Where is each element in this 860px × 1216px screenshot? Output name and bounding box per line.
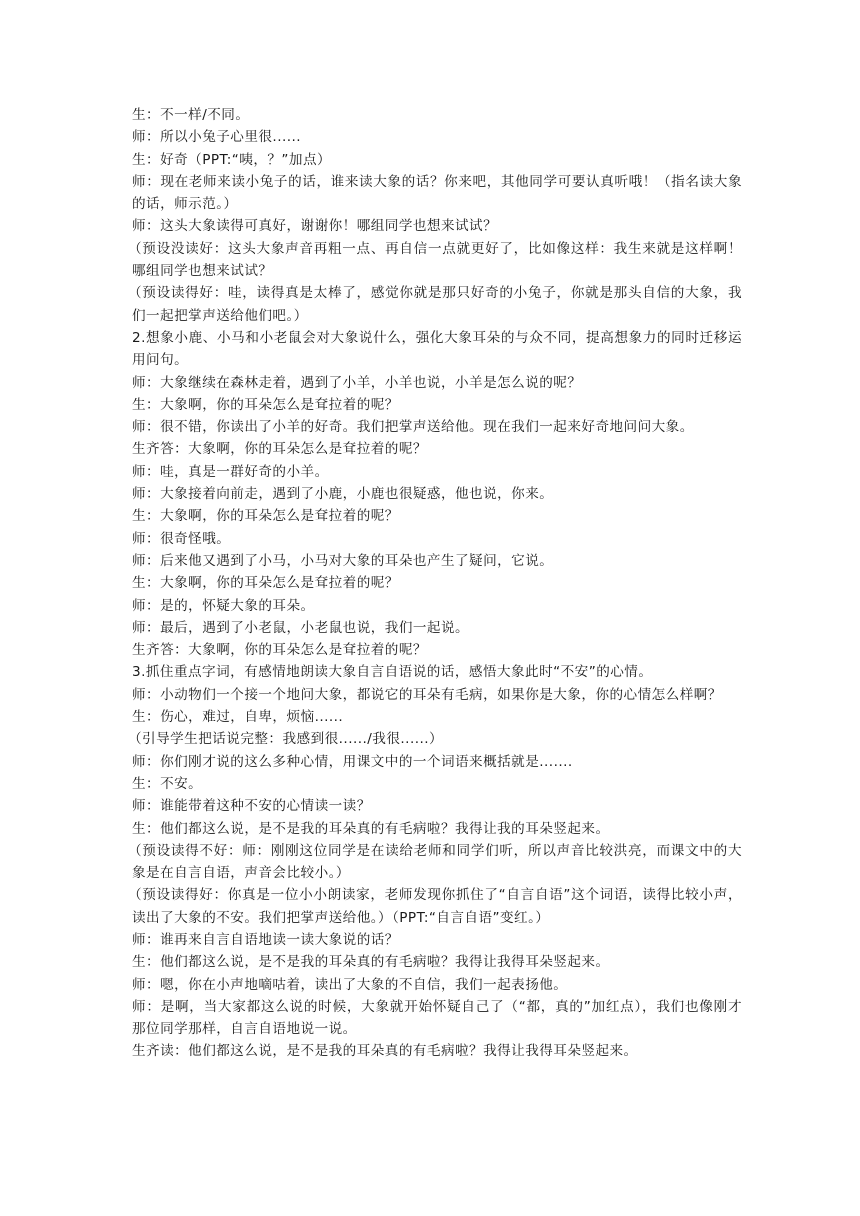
paragraph: 生齐读：他们都这么说，是不是我的耳朵真的有毛病啦？我得让我得耳朵竖起来。 xyxy=(132,1043,638,1060)
paragraph: 师：谁再来自言自语地读一读大象说的话？ xyxy=(132,931,399,948)
paragraph: 师：是的，怀疑大象的耳朵。 xyxy=(132,597,315,614)
paragraph: 师：你们刚才说的这么多种心情，用课文中的一个词语来概括就是....... xyxy=(132,753,573,770)
paragraph: 师：所以小兔子心里很...... xyxy=(132,129,302,146)
paragraph: （预设读得好：哇，读得真是太棒了，感觉你就是那只好奇的小兔子，你就是那头自信的大象，我们一起把掌声送给他们吧。） xyxy=(128,285,742,324)
paragraph: （预设读得不好：师：刚刚这位同学是在读给老师和同学们听，所以声音比较洪亮，而课文中的大象是在自言自语，声音会比较小。） xyxy=(128,842,742,882)
paragraph: 师：大象继续在森林走着，遇到了小羊，小羊也说，小羊是怎么说的呢？ xyxy=(132,374,582,391)
paragraph: 师：大象接着向前走，遇到了小鹿，小鹿也很疑惑，他也说，你来。 xyxy=(132,486,554,503)
paragraph: 生：不一样/不同。 xyxy=(132,107,250,123)
paragraph: 师：最后，遇到了小老鼠，小老鼠也说，我们一起说。 xyxy=(132,619,470,636)
paragraph: 生：大象啊，你的耳朵怎么是耷拉着的呢？ xyxy=(132,508,399,525)
paragraph: 师：小动物们一个接一个地问大象，都说它的耳朵有毛病，如果你是大象，你的心情怎么样啊？ xyxy=(132,686,722,703)
paragraph: 师：谁能带着这种不安的心情读一读？ xyxy=(132,798,371,815)
paragraph: 生：他们都这么说，是不是我的耳朵真的有毛病啦？我得让我得耳朵竖起来。 xyxy=(132,954,610,971)
paragraph: 3.抓住重点字词，有感情地朗读大象自言自语说的话，感悟大象此时“不安”的心情。 xyxy=(132,664,653,681)
paragraph: 生：他们都这么说，是不是我的耳朵真的有毛病啦？我得让我的耳朵竖起来。 xyxy=(132,820,610,837)
paragraph: 生齐答：大象啊，你的耳朵怎么是耷拉着的呢？ xyxy=(132,642,427,659)
document-body xyxy=(128,104,742,1063)
paragraph: 生：伤心，难过，自卑，烦恼...... xyxy=(132,709,344,726)
paragraph: 2.想象小鹿、小马和小老鼠会对大象说什么，强化大象耳朵的与众不同，提高想象力的同时迁移运用问句。 xyxy=(132,329,742,369)
paragraph: 生齐答：大象啊，你的耳朵怎么是耷拉着的呢？ xyxy=(132,441,427,458)
paragraph: 师：嗯，你在小声地嘀咕着，读出了大象的不自信，我们一起表扬他。 xyxy=(132,976,568,993)
paragraph: （引导学生把话说完整：我感到很....../我很......） xyxy=(128,731,444,748)
paragraph: 师：哇，真是一群好奇的小羊。 xyxy=(132,463,329,480)
paragraph: 师：是啊，当大家都这么说的时候，大象就开始怀疑自己了（“都，真的”加红点），我们也像刚才那位同学那样，自言自语地说一说。 xyxy=(132,998,742,1038)
paragraph: （预设没读好：这头大象声音再粗一点、再自信一点就更好了，比如像这样：我生来就是这样啊！哪组同学也想来试试？ xyxy=(128,240,742,280)
paragraph: 师：很不错，你读出了小羊的好奇。我们把掌声送给他。现在我们一起来好奇地问问大象。 xyxy=(132,419,694,436)
paragraph: 生：大象啊，你的耳朵怎么是耷拉着的呢？ xyxy=(132,396,399,413)
paragraph: 师：这头大象读得可真好，谢谢你！哪组同学也想来试试？ xyxy=(132,218,498,235)
paragraph: 生：不安。 xyxy=(132,775,203,792)
paragraph: 师：现在老师来读小兔子的话，谁来读大象的话？你来吧，其他同学可要认真听哦！（指名读大象的话，师示范。） xyxy=(132,173,742,213)
paragraph: 师：后来他又遇到了小马，小马对大象的耳朵也产生了疑问，它说。 xyxy=(132,552,554,569)
paragraph: 生：好奇（PPT:“咦，？”加点） xyxy=(132,151,332,168)
paragraph: 师：很奇怪哦。 xyxy=(132,530,231,547)
paragraph: 生：大象啊，你的耳朵怎么是耷拉着的呢？ xyxy=(132,575,399,592)
paragraph: （预设读得好：你真是一位小小朗读家，老师发现你抓住了“自言自语”这个词语，读得比较小声，读出了大象的不安。我们把掌声送给他。）（PPT:“自言自语”变红。） xyxy=(128,887,742,926)
